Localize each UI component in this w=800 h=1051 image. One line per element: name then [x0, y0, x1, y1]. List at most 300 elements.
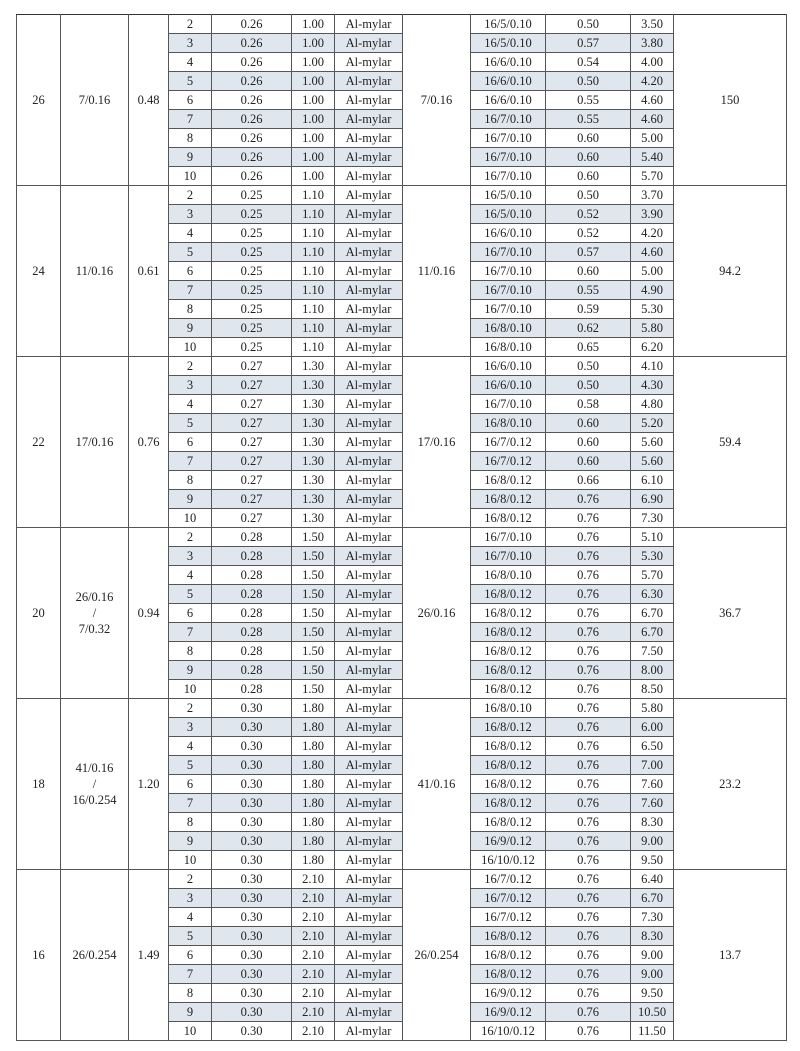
shield-type-cell: Al-mylar [335, 794, 403, 813]
shield-type-cell: Al-mylar [335, 53, 403, 72]
cable-od-cell: 3.50 [631, 15, 674, 34]
shield-type-cell: Al-mylar [335, 870, 403, 889]
insulation-thickness-cell: 0.30 [212, 775, 292, 794]
insulation-od-cell: 2.10 [292, 1003, 335, 1022]
cable-od-cell: 4.80 [631, 395, 674, 414]
shield-type-cell: Al-mylar [335, 927, 403, 946]
cable-od-cell: 8.00 [631, 661, 674, 680]
jacket-thickness-cell: 0.76 [546, 756, 631, 775]
insulation-od-cell: 1.50 [292, 547, 335, 566]
insulation-od-cell: 1.50 [292, 566, 335, 585]
awg-cell: 26 [17, 15, 61, 186]
insulation-thickness-cell: 0.26 [212, 15, 292, 34]
cable-od-cell: 8.30 [631, 813, 674, 832]
drain-wire-cell: 41/0.16 [403, 699, 471, 870]
jacket-thickness-cell: 0.76 [546, 813, 631, 832]
pairs-cell: 4 [169, 395, 212, 414]
conductor-diameter-cell: 1.49 [129, 870, 169, 1041]
cable-od-cell: 5.30 [631, 300, 674, 319]
insulation-thickness-cell: 0.30 [212, 718, 292, 737]
insulation-thickness-cell: 0.30 [212, 813, 292, 832]
shield-type-cell: Al-mylar [335, 946, 403, 965]
shield-type-cell: Al-mylar [335, 129, 403, 148]
jacket-thickness-cell: 0.76 [546, 566, 631, 585]
pairs-cell: 5 [169, 927, 212, 946]
pairs-cell: 10 [169, 167, 212, 186]
shield-type-cell: Al-mylar [335, 566, 403, 585]
insulation-od-cell: 2.10 [292, 889, 335, 908]
jacket-thickness-cell: 0.76 [546, 528, 631, 547]
braid-spec-cell: 16/6/0.10 [471, 72, 546, 91]
shield-type-cell: Al-mylar [335, 15, 403, 34]
pairs-cell: 2 [169, 15, 212, 34]
cable-od-cell: 9.50 [631, 851, 674, 870]
braid-spec-cell: 16/7/0.10 [471, 129, 546, 148]
shield-type-cell: Al-mylar [335, 1022, 403, 1041]
table-row [17, 699, 787, 718]
braid-spec-cell: 16/8/0.12 [471, 737, 546, 756]
pairs-cell: 7 [169, 110, 212, 129]
conductor-stranding-cell-line: 41/0.16 [75, 761, 114, 775]
shield-type-cell: Al-mylar [335, 509, 403, 528]
conductor-resistance-cell: 94.2 [674, 186, 787, 357]
pairs-cell: 2 [169, 357, 212, 376]
jacket-thickness-cell: 0.76 [546, 927, 631, 946]
insulation-thickness-cell: 0.26 [212, 129, 292, 148]
pairs-cell: 10 [169, 509, 212, 528]
spec-table-sheet [16, 14, 786, 1038]
insulation-thickness-cell: 0.30 [212, 946, 292, 965]
cable-od-cell: 9.00 [631, 946, 674, 965]
spec-table-body [17, 15, 787, 1041]
braid-spec-cell: 16/8/0.12 [471, 661, 546, 680]
conductor-stranding-cell-line: / [92, 606, 97, 620]
insulation-thickness-cell: 0.30 [212, 889, 292, 908]
insulation-thickness-cell: 0.28 [212, 528, 292, 547]
braid-spec-cell: 16/8/0.12 [471, 794, 546, 813]
pairs-cell: 6 [169, 91, 212, 110]
table-row [17, 15, 787, 34]
jacket-thickness-cell: 0.76 [546, 851, 631, 870]
conductor-diameter-cell: 0.94 [129, 528, 169, 699]
pairs-cell: 3 [169, 376, 212, 395]
jacket-thickness-cell: 0.76 [546, 889, 631, 908]
insulation-od-cell: 1.30 [292, 433, 335, 452]
jacket-thickness-cell: 0.60 [546, 167, 631, 186]
shield-type-cell: Al-mylar [335, 471, 403, 490]
insulation-od-cell: 1.80 [292, 756, 335, 775]
shield-type-cell: Al-mylar [335, 205, 403, 224]
insulation-thickness-cell: 0.30 [212, 965, 292, 984]
cable-od-cell: 8.50 [631, 680, 674, 699]
insulation-od-cell: 1.00 [292, 110, 335, 129]
jacket-thickness-cell: 0.76 [546, 737, 631, 756]
braid-spec-cell: 16/5/0.10 [471, 205, 546, 224]
pairs-cell: 5 [169, 72, 212, 91]
insulation-od-cell: 1.50 [292, 642, 335, 661]
pairs-cell: 3 [169, 547, 212, 566]
insulation-thickness-cell: 0.25 [212, 319, 292, 338]
insulation-od-cell: 1.50 [292, 680, 335, 699]
insulation-thickness-cell: 0.25 [212, 205, 292, 224]
jacket-thickness-cell: 0.50 [546, 376, 631, 395]
shield-type-cell: Al-mylar [335, 490, 403, 509]
braid-spec-cell: 16/8/0.10 [471, 414, 546, 433]
jacket-thickness-cell: 0.60 [546, 129, 631, 148]
shield-type-cell: Al-mylar [335, 167, 403, 186]
cable-od-cell: 6.70 [631, 604, 674, 623]
shield-type-cell: Al-mylar [335, 604, 403, 623]
conductor-diameter-cell: 0.61 [129, 186, 169, 357]
insulation-thickness-cell: 0.25 [212, 262, 292, 281]
shield-type-cell: Al-mylar [335, 737, 403, 756]
cable-od-cell: 8.30 [631, 927, 674, 946]
braid-spec-cell: 16/7/0.12 [471, 908, 546, 927]
cable-od-cell: 5.40 [631, 148, 674, 167]
jacket-thickness-cell: 0.76 [546, 642, 631, 661]
conductor-resistance-cell: 23.2 [674, 699, 787, 870]
insulation-od-cell: 1.80 [292, 737, 335, 756]
shield-type-cell: Al-mylar [335, 984, 403, 1003]
cable-od-cell: 4.60 [631, 91, 674, 110]
braid-spec-cell: 16/9/0.12 [471, 1003, 546, 1022]
insulation-thickness-cell: 0.27 [212, 509, 292, 528]
cable-od-cell: 5.00 [631, 262, 674, 281]
insulation-od-cell: 2.10 [292, 965, 335, 984]
braid-spec-cell: 16/7/0.10 [471, 281, 546, 300]
insulation-thickness-cell: 0.30 [212, 737, 292, 756]
braid-spec-cell: 16/8/0.12 [471, 927, 546, 946]
conductor-stranding-cell [61, 528, 129, 699]
insulation-thickness-cell: 0.26 [212, 72, 292, 91]
pairs-cell: 4 [169, 53, 212, 72]
insulation-od-cell: 1.10 [292, 205, 335, 224]
shield-type-cell: Al-mylar [335, 547, 403, 566]
braid-spec-cell: 16/8/0.12 [471, 813, 546, 832]
insulation-thickness-cell: 0.28 [212, 566, 292, 585]
cable-od-cell: 4.60 [631, 243, 674, 262]
conductor-stranding-cell-line: 7/0.32 [78, 622, 111, 636]
insulation-thickness-cell: 0.30 [212, 1022, 292, 1041]
insulation-od-cell: 1.50 [292, 528, 335, 547]
braid-spec-cell: 16/8/0.12 [471, 946, 546, 965]
conductor-stranding-cell-line: / [92, 777, 97, 791]
conductor-stranding-cell [61, 699, 129, 870]
insulation-thickness-cell: 0.27 [212, 452, 292, 471]
braid-spec-cell: 16/10/0.12 [471, 1022, 546, 1041]
pairs-cell: 9 [169, 148, 212, 167]
jacket-thickness-cell: 0.55 [546, 110, 631, 129]
pairs-cell: 2 [169, 699, 212, 718]
jacket-thickness-cell: 0.76 [546, 794, 631, 813]
insulation-od-cell: 1.80 [292, 699, 335, 718]
conductor-resistance-cell: 13.7 [674, 870, 787, 1041]
shield-type-cell: Al-mylar [335, 414, 403, 433]
jacket-thickness-cell: 0.76 [546, 832, 631, 851]
cable-od-cell: 6.50 [631, 737, 674, 756]
jacket-thickness-cell: 0.76 [546, 870, 631, 889]
braid-spec-cell: 16/6/0.10 [471, 376, 546, 395]
cable-od-cell: 5.60 [631, 452, 674, 471]
insulation-thickness-cell: 0.27 [212, 395, 292, 414]
braid-spec-cell: 16/8/0.12 [471, 680, 546, 699]
insulation-thickness-cell: 0.26 [212, 148, 292, 167]
pairs-cell: 8 [169, 642, 212, 661]
insulation-od-cell: 1.10 [292, 243, 335, 262]
jacket-thickness-cell: 0.50 [546, 357, 631, 376]
jacket-thickness-cell: 0.76 [546, 547, 631, 566]
shield-type-cell: Al-mylar [335, 1003, 403, 1022]
pairs-cell: 6 [169, 775, 212, 794]
cable-od-cell: 6.90 [631, 490, 674, 509]
pairs-cell: 8 [169, 813, 212, 832]
pairs-cell: 5 [169, 414, 212, 433]
cable-od-cell: 5.30 [631, 547, 674, 566]
insulation-od-cell: 1.00 [292, 15, 335, 34]
jacket-thickness-cell: 0.60 [546, 148, 631, 167]
insulation-thickness-cell: 0.27 [212, 490, 292, 509]
insulation-od-cell: 1.00 [292, 129, 335, 148]
pairs-cell: 5 [169, 585, 212, 604]
insulation-thickness-cell: 0.26 [212, 110, 292, 129]
insulation-thickness-cell: 0.25 [212, 243, 292, 262]
jacket-thickness-cell: 0.50 [546, 72, 631, 91]
cable-od-cell: 6.20 [631, 338, 674, 357]
braid-spec-cell: 16/8/0.12 [471, 642, 546, 661]
cable-od-cell: 6.00 [631, 718, 674, 737]
cable-od-cell: 10.50 [631, 1003, 674, 1022]
pairs-cell: 6 [169, 604, 212, 623]
insulation-od-cell: 1.80 [292, 718, 335, 737]
jacket-thickness-cell: 0.76 [546, 509, 631, 528]
insulation-thickness-cell: 0.26 [212, 91, 292, 110]
pairs-cell: 9 [169, 319, 212, 338]
braid-spec-cell: 16/8/0.12 [471, 718, 546, 737]
cable-od-cell: 6.10 [631, 471, 674, 490]
conductor-stranding-cell-line: 26/0.16 [75, 590, 114, 604]
shield-type-cell: Al-mylar [335, 110, 403, 129]
cable-od-cell: 4.20 [631, 224, 674, 243]
braid-spec-cell: 16/9/0.12 [471, 832, 546, 851]
insulation-od-cell: 2.10 [292, 870, 335, 889]
pairs-cell: 5 [169, 756, 212, 775]
braid-spec-cell: 16/8/0.12 [471, 509, 546, 528]
cable-od-cell: 7.60 [631, 775, 674, 794]
conductor-diameter-cell: 0.48 [129, 15, 169, 186]
shield-type-cell: Al-mylar [335, 813, 403, 832]
insulation-thickness-cell: 0.30 [212, 908, 292, 927]
insulation-thickness-cell: 0.25 [212, 338, 292, 357]
braid-spec-cell: 16/5/0.10 [471, 186, 546, 205]
jacket-thickness-cell: 0.76 [546, 965, 631, 984]
shield-type-cell: Al-mylar [335, 661, 403, 680]
pairs-cell: 9 [169, 1003, 212, 1022]
cable-od-cell: 5.00 [631, 129, 674, 148]
braid-spec-cell: 16/7/0.10 [471, 547, 546, 566]
insulation-od-cell: 1.00 [292, 72, 335, 91]
pairs-cell: 7 [169, 281, 212, 300]
table-row [17, 186, 787, 205]
drain-wire-cell: 26/0.254 [403, 870, 471, 1041]
awg-cell: 20 [17, 528, 61, 699]
jacket-thickness-cell: 0.76 [546, 699, 631, 718]
cable-od-cell: 7.30 [631, 908, 674, 927]
shield-type-cell: Al-mylar [335, 889, 403, 908]
pairs-cell: 4 [169, 737, 212, 756]
jacket-thickness-cell: 0.59 [546, 300, 631, 319]
pairs-cell: 6 [169, 433, 212, 452]
jacket-thickness-cell: 0.57 [546, 34, 631, 53]
braid-spec-cell: 16/8/0.12 [471, 965, 546, 984]
pairs-cell: 3 [169, 205, 212, 224]
shield-type-cell: Al-mylar [335, 300, 403, 319]
shield-type-cell: Al-mylar [335, 851, 403, 870]
conductor-resistance-cell: 36.7 [674, 528, 787, 699]
insulation-thickness-cell: 0.27 [212, 376, 292, 395]
jacket-thickness-cell: 0.76 [546, 585, 631, 604]
braid-spec-cell: 16/7/0.10 [471, 243, 546, 262]
cable-od-cell: 5.20 [631, 414, 674, 433]
shield-type-cell: Al-mylar [335, 642, 403, 661]
cable-od-cell: 5.70 [631, 566, 674, 585]
cable-od-cell: 7.50 [631, 642, 674, 661]
braid-spec-cell: 16/5/0.10 [471, 15, 546, 34]
cable-od-cell: 5.80 [631, 319, 674, 338]
insulation-od-cell: 2.10 [292, 946, 335, 965]
shield-type-cell: Al-mylar [335, 148, 403, 167]
braid-spec-cell: 16/5/0.10 [471, 34, 546, 53]
insulation-thickness-cell: 0.30 [212, 927, 292, 946]
jacket-thickness-cell: 0.52 [546, 205, 631, 224]
insulation-od-cell: 1.00 [292, 53, 335, 72]
cable-od-cell: 4.90 [631, 281, 674, 300]
insulation-od-cell: 1.80 [292, 794, 335, 813]
cable-od-cell: 4.60 [631, 110, 674, 129]
shield-type-cell: Al-mylar [335, 528, 403, 547]
braid-spec-cell: 16/8/0.12 [471, 585, 546, 604]
insulation-od-cell: 2.10 [292, 984, 335, 1003]
jacket-thickness-cell: 0.57 [546, 243, 631, 262]
shield-type-cell: Al-mylar [335, 72, 403, 91]
pairs-cell: 6 [169, 262, 212, 281]
pairs-cell: 9 [169, 490, 212, 509]
conductor-stranding-cell: 11/0.16 [61, 186, 129, 357]
insulation-thickness-cell: 0.26 [212, 34, 292, 53]
cable-od-cell: 5.60 [631, 433, 674, 452]
shield-type-cell: Al-mylar [335, 224, 403, 243]
insulation-od-cell: 2.10 [292, 908, 335, 927]
shield-type-cell: Al-mylar [335, 908, 403, 927]
insulation-thickness-cell: 0.30 [212, 794, 292, 813]
braid-spec-cell: 16/8/0.12 [471, 490, 546, 509]
conductor-stranding-cell: 17/0.16 [61, 357, 129, 528]
pairs-cell: 4 [169, 224, 212, 243]
braid-spec-cell: 16/8/0.12 [471, 623, 546, 642]
insulation-thickness-cell: 0.28 [212, 680, 292, 699]
cable-od-cell: 9.00 [631, 965, 674, 984]
insulation-thickness-cell: 0.30 [212, 851, 292, 870]
insulation-thickness-cell: 0.28 [212, 604, 292, 623]
pairs-cell: 8 [169, 984, 212, 1003]
insulation-thickness-cell: 0.28 [212, 547, 292, 566]
pairs-cell: 10 [169, 1022, 212, 1041]
insulation-thickness-cell: 0.30 [212, 1003, 292, 1022]
braid-spec-cell: 16/10/0.12 [471, 851, 546, 870]
braid-spec-cell: 16/7/0.10 [471, 395, 546, 414]
shield-type-cell: Al-mylar [335, 775, 403, 794]
insulation-od-cell: 1.50 [292, 585, 335, 604]
table-row [17, 357, 787, 376]
insulation-thickness-cell: 0.25 [212, 224, 292, 243]
insulation-od-cell: 1.00 [292, 34, 335, 53]
shield-type-cell: Al-mylar [335, 281, 403, 300]
shield-type-cell: Al-mylar [335, 357, 403, 376]
jacket-thickness-cell: 0.76 [546, 775, 631, 794]
shield-type-cell: Al-mylar [335, 699, 403, 718]
pairs-cell: 3 [169, 718, 212, 737]
insulation-od-cell: 1.00 [292, 148, 335, 167]
cable-od-cell: 7.30 [631, 509, 674, 528]
braid-spec-cell: 16/6/0.10 [471, 224, 546, 243]
pairs-cell: 6 [169, 946, 212, 965]
cable-od-cell: 9.50 [631, 984, 674, 1003]
cable-od-cell: 3.70 [631, 186, 674, 205]
insulation-od-cell: 1.10 [292, 319, 335, 338]
conductor-stranding-cell-line: 16/0.254 [72, 793, 117, 807]
pairs-cell: 4 [169, 908, 212, 927]
insulation-od-cell: 1.10 [292, 281, 335, 300]
jacket-thickness-cell: 0.54 [546, 53, 631, 72]
braid-spec-cell: 16/9/0.12 [471, 984, 546, 1003]
awg-cell: 24 [17, 186, 61, 357]
shield-type-cell: Al-mylar [335, 680, 403, 699]
conductor-resistance-cell: 150 [674, 15, 787, 186]
jacket-thickness-cell: 0.60 [546, 414, 631, 433]
jacket-thickness-cell: 0.50 [546, 15, 631, 34]
insulation-od-cell: 1.50 [292, 623, 335, 642]
pairs-cell: 10 [169, 851, 212, 870]
insulation-thickness-cell: 0.28 [212, 661, 292, 680]
jacket-thickness-cell: 0.58 [546, 395, 631, 414]
table-row [17, 870, 787, 889]
insulation-thickness-cell: 0.27 [212, 414, 292, 433]
braid-spec-cell: 16/8/0.12 [471, 604, 546, 623]
insulation-od-cell: 1.10 [292, 338, 335, 357]
cable-od-cell: 11.50 [631, 1022, 674, 1041]
shield-type-cell: Al-mylar [335, 319, 403, 338]
jacket-thickness-cell: 0.76 [546, 718, 631, 737]
braid-spec-cell: 16/8/0.10 [471, 338, 546, 357]
cable-od-cell: 3.90 [631, 205, 674, 224]
insulation-od-cell: 1.30 [292, 414, 335, 433]
pairs-cell: 2 [169, 186, 212, 205]
shield-type-cell: Al-mylar [335, 91, 403, 110]
jacket-thickness-cell: 0.76 [546, 680, 631, 699]
shield-type-cell: Al-mylar [335, 585, 403, 604]
cable-spec-table [16, 14, 787, 1041]
pairs-cell: 9 [169, 832, 212, 851]
conductor-stranding-cell: 7/0.16 [61, 15, 129, 186]
shield-type-cell: Al-mylar [335, 433, 403, 452]
insulation-od-cell: 1.30 [292, 471, 335, 490]
shield-type-cell: Al-mylar [335, 718, 403, 737]
table-row [17, 528, 787, 547]
cable-od-cell: 7.00 [631, 756, 674, 775]
insulation-thickness-cell: 0.28 [212, 585, 292, 604]
cable-od-cell: 4.30 [631, 376, 674, 395]
pairs-cell: 10 [169, 680, 212, 699]
jacket-thickness-cell: 0.50 [546, 186, 631, 205]
